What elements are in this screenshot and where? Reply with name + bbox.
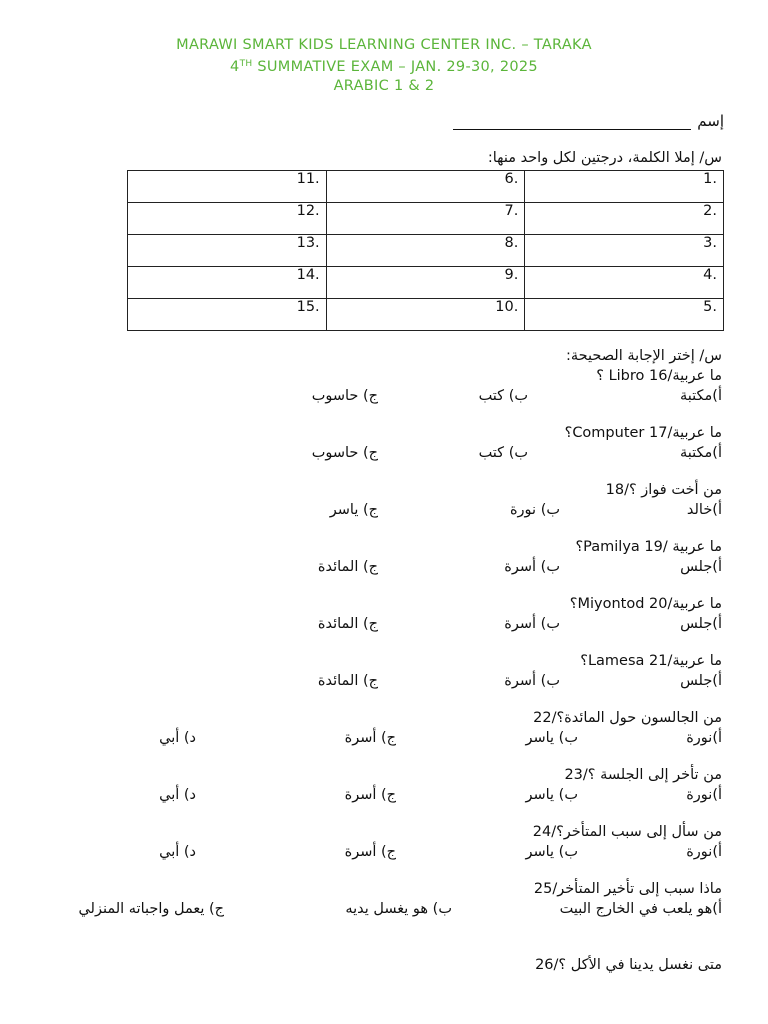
q20-option-b[interactable]: ب) أسرة — [504, 616, 560, 632]
grid-cell[interactable]: 2. — [525, 203, 724, 235]
question-23: من تأخر إلى الجلسة ؟/23 — [564, 767, 722, 783]
grid-cell[interactable]: 11. — [128, 171, 327, 203]
grid-cell[interactable]: 4. — [525, 267, 724, 299]
exam-number-suffix: TH — [239, 59, 253, 69]
q16-option-b[interactable]: ب) كتب — [478, 388, 528, 404]
grid-cell[interactable]: 14. — [128, 267, 327, 299]
q25-option-c[interactable]: ج) يعمل واجباته المنزلي — [78, 901, 224, 917]
school-name: MARAWI SMART KIDS LEARNING CENTER INC. – TARAKA — [176, 37, 592, 53]
grid-cell[interactable]: 10. — [326, 299, 525, 331]
q16-option-a[interactable]: أ)مكتبة — [680, 388, 722, 404]
grid-cell[interactable]: 5. — [525, 299, 724, 331]
q17-option-b[interactable]: ب) كتب — [478, 445, 528, 461]
grid-cell[interactable]: 15. — [128, 299, 327, 331]
name-blank[interactable] — [453, 113, 691, 130]
question-16: ما عربية/16 Libro ؟ — [596, 368, 722, 384]
q20-option-c[interactable]: ج) المائدة — [317, 616, 378, 632]
section1-instruction: س/ إملا الكلمة، درجتين لكل واحد منها: — [487, 150, 722, 166]
question-26: متى نغسل يدينا في الأكل ؟/26 — [535, 957, 722, 973]
q23-option-c[interactable]: ج) أسرة — [344, 787, 396, 803]
name-row — [453, 112, 724, 130]
q20-option-a[interactable]: أ)جلس — [680, 616, 722, 632]
q25-option-b[interactable]: ب) هو يغسل يديه — [345, 901, 452, 917]
question-20: ما عربية/20 Miyontod؟ — [569, 596, 722, 612]
table-row — [128, 203, 724, 235]
question-21: ما عربية/21 Lamesa؟ — [580, 653, 722, 669]
name-label: إسم — [697, 112, 724, 130]
exam-header — [0, 36, 768, 96]
grid-cell[interactable]: 3. — [525, 235, 724, 267]
q24-option-d[interactable]: د) أبي — [159, 844, 196, 860]
q22-option-b[interactable]: ب) ياسر — [525, 730, 578, 746]
q19-option-c[interactable]: ج) المائدة — [317, 559, 378, 575]
q18-option-c[interactable]: ج) ياسر — [329, 502, 378, 518]
question-22: من الجالسون حول المائدة؟/22 — [533, 710, 722, 726]
grid-cell[interactable]: 1. — [525, 171, 724, 203]
q17-option-a[interactable]: أ)مكتبة — [680, 445, 722, 461]
question-17: ما عربية/17 Computer؟ — [564, 425, 722, 441]
exam-number: 4 — [230, 59, 240, 75]
grid-cell[interactable]: 6. — [326, 171, 525, 203]
grid-cell[interactable]: 9. — [326, 267, 525, 299]
grid-cell[interactable]: 13. — [128, 235, 327, 267]
q21-option-c[interactable]: ج) المائدة — [317, 673, 378, 689]
table-row — [128, 299, 724, 331]
q19-option-a[interactable]: أ)جلس — [680, 559, 722, 575]
q21-option-b[interactable]: ب) أسرة — [504, 673, 560, 689]
section2-instruction: س/ إختر الإجابة الصحيحة: — [565, 348, 722, 364]
table-row — [128, 235, 724, 267]
q24-option-a[interactable]: أ)نورة — [686, 844, 722, 860]
grid-cell[interactable]: 8. — [326, 235, 525, 267]
grid-cell[interactable]: 12. — [128, 203, 327, 235]
subject: ARABIC 1 & 2 — [333, 78, 435, 94]
q21-option-a[interactable]: أ)جلس — [680, 673, 722, 689]
q22-option-c[interactable]: ج) أسرة — [344, 730, 396, 746]
question-25: ماذا سبب إلى تأخير المتأخر/25 — [533, 881, 722, 897]
q19-option-b[interactable]: ب) أسرة — [504, 559, 560, 575]
exam-date: SUMMATIVE EXAM – JAN. 29-30, 2025 — [252, 59, 538, 75]
grid-cell[interactable]: 7. — [326, 203, 525, 235]
q17-option-c[interactable]: ج) حاسوب — [311, 445, 378, 461]
q22-option-a[interactable]: أ)نورة — [686, 730, 722, 746]
question-24: من سأل إلى سبب المتأخر؟/24 — [532, 824, 722, 840]
q18-option-b[interactable]: ب) نورة — [509, 502, 560, 518]
q23-option-a[interactable]: أ)نورة — [686, 787, 722, 803]
table-row — [128, 267, 724, 299]
q22-option-d[interactable]: د) أبي — [159, 730, 196, 746]
q23-option-d[interactable]: د) أبي — [159, 787, 196, 803]
dictation-grid — [127, 170, 724, 331]
question-18: من أخت فواز ؟/18 — [605, 482, 722, 498]
table-row — [128, 171, 724, 203]
q23-option-b[interactable]: ب) ياسر — [525, 787, 578, 803]
q18-option-a[interactable]: أ)خالد — [686, 502, 722, 518]
exam-title — [0, 55, 768, 77]
q24-option-c[interactable]: ج) أسرة — [344, 844, 396, 860]
q16-option-c[interactable]: ج) حاسوب — [311, 388, 378, 404]
q24-option-b[interactable]: ب) ياسر — [525, 844, 578, 860]
question-19: ما عربية /19 Pamilya؟ — [575, 539, 722, 555]
q25-option-a[interactable]: أ)هو يلعب في الخارج البيت — [559, 901, 722, 917]
